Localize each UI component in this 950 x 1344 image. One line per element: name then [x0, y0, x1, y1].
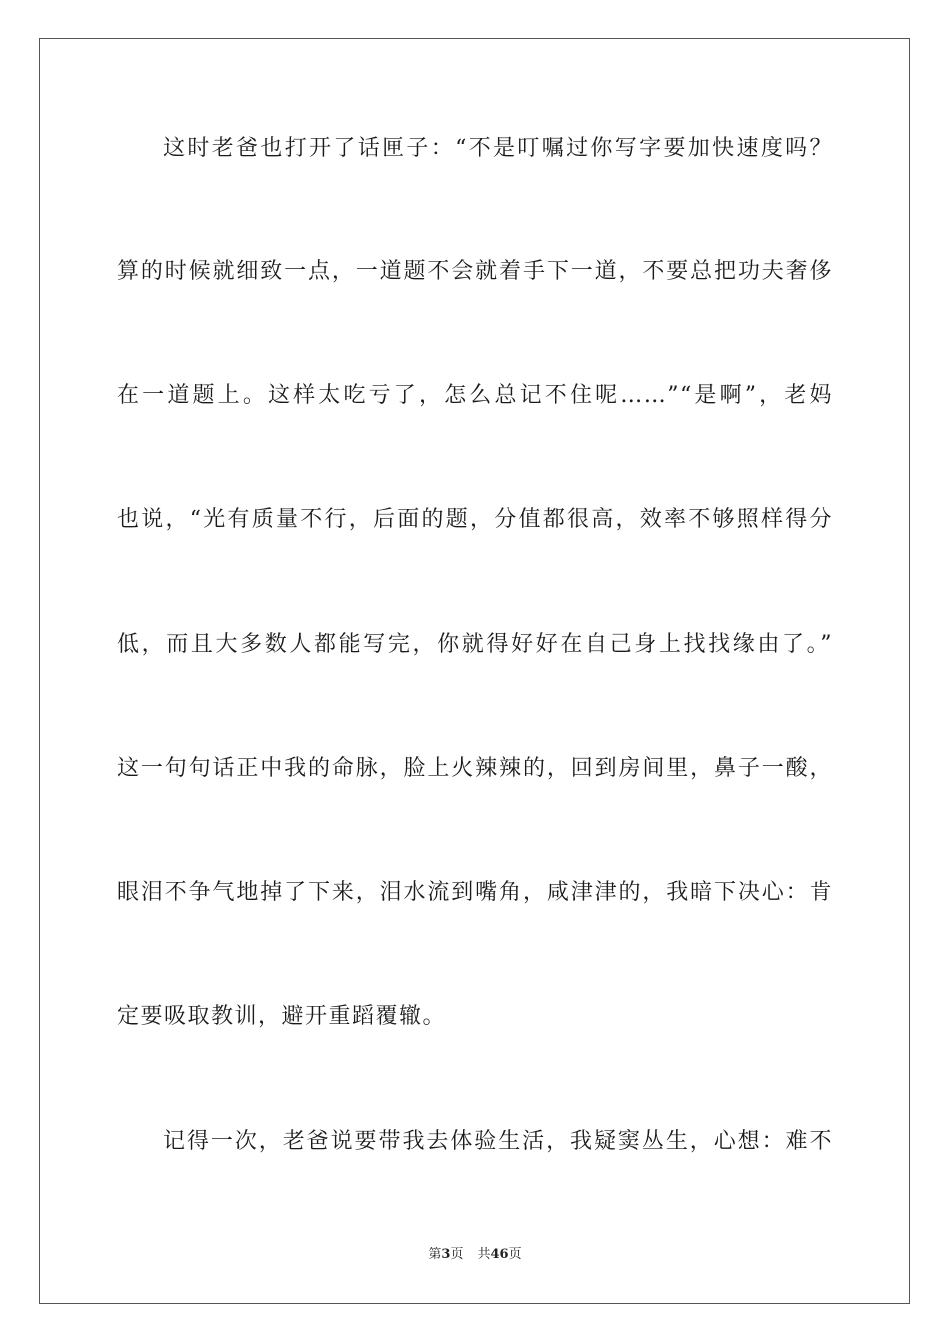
- paragraph-line-5: 低，而且大多数人都能写完，你就得好好在自己身上找找缘由了。”: [117, 632, 833, 657]
- paragraph-line-7: 眼泪不争气地掉了下来，泪水流到嘴角，咸津津的，我暗下决心：肯: [117, 880, 833, 905]
- total-prefix: 共: [477, 1247, 491, 1262]
- paragraph-line-2: 算的时候就细致一点，一道题不会就着手下一道，不要总把功夫奢侈: [117, 259, 833, 284]
- paragraph-line-9: 记得一次，老爸说要带我去体验生活，我疑窦丛生，心想：难不: [163, 1129, 833, 1154]
- page-prefix: 第: [428, 1247, 442, 1262]
- total-suffix: 页: [508, 1247, 522, 1262]
- paragraph-line-4: 也说，“光有质量不行，后面的题，分值都很高，效率不够照样得分: [117, 507, 833, 532]
- page-suffix: 页: [450, 1247, 464, 1262]
- paragraph-line-6: 这一句句话正中我的命脉，脸上火辣辣的，回到房间里，鼻子一酸，: [117, 756, 833, 781]
- page-number: 3: [441, 1247, 451, 1262]
- page-border: [39, 38, 910, 1304]
- total-pages: 46: [490, 1247, 509, 1262]
- paragraph-line-3: 在一道题上。这样太吃亏了，怎么总记不住呢……”“是啊”，老妈: [117, 383, 833, 408]
- paragraph-line-1: 这时老爸也打开了话匣子：“不是叮嘱过你写字要加快速度吗？: [163, 136, 833, 161]
- paragraph-line-8: 定要吸取教训，避开重蹈覆辙。: [117, 1004, 447, 1029]
- page-footer: [0, 1246, 950, 1264]
